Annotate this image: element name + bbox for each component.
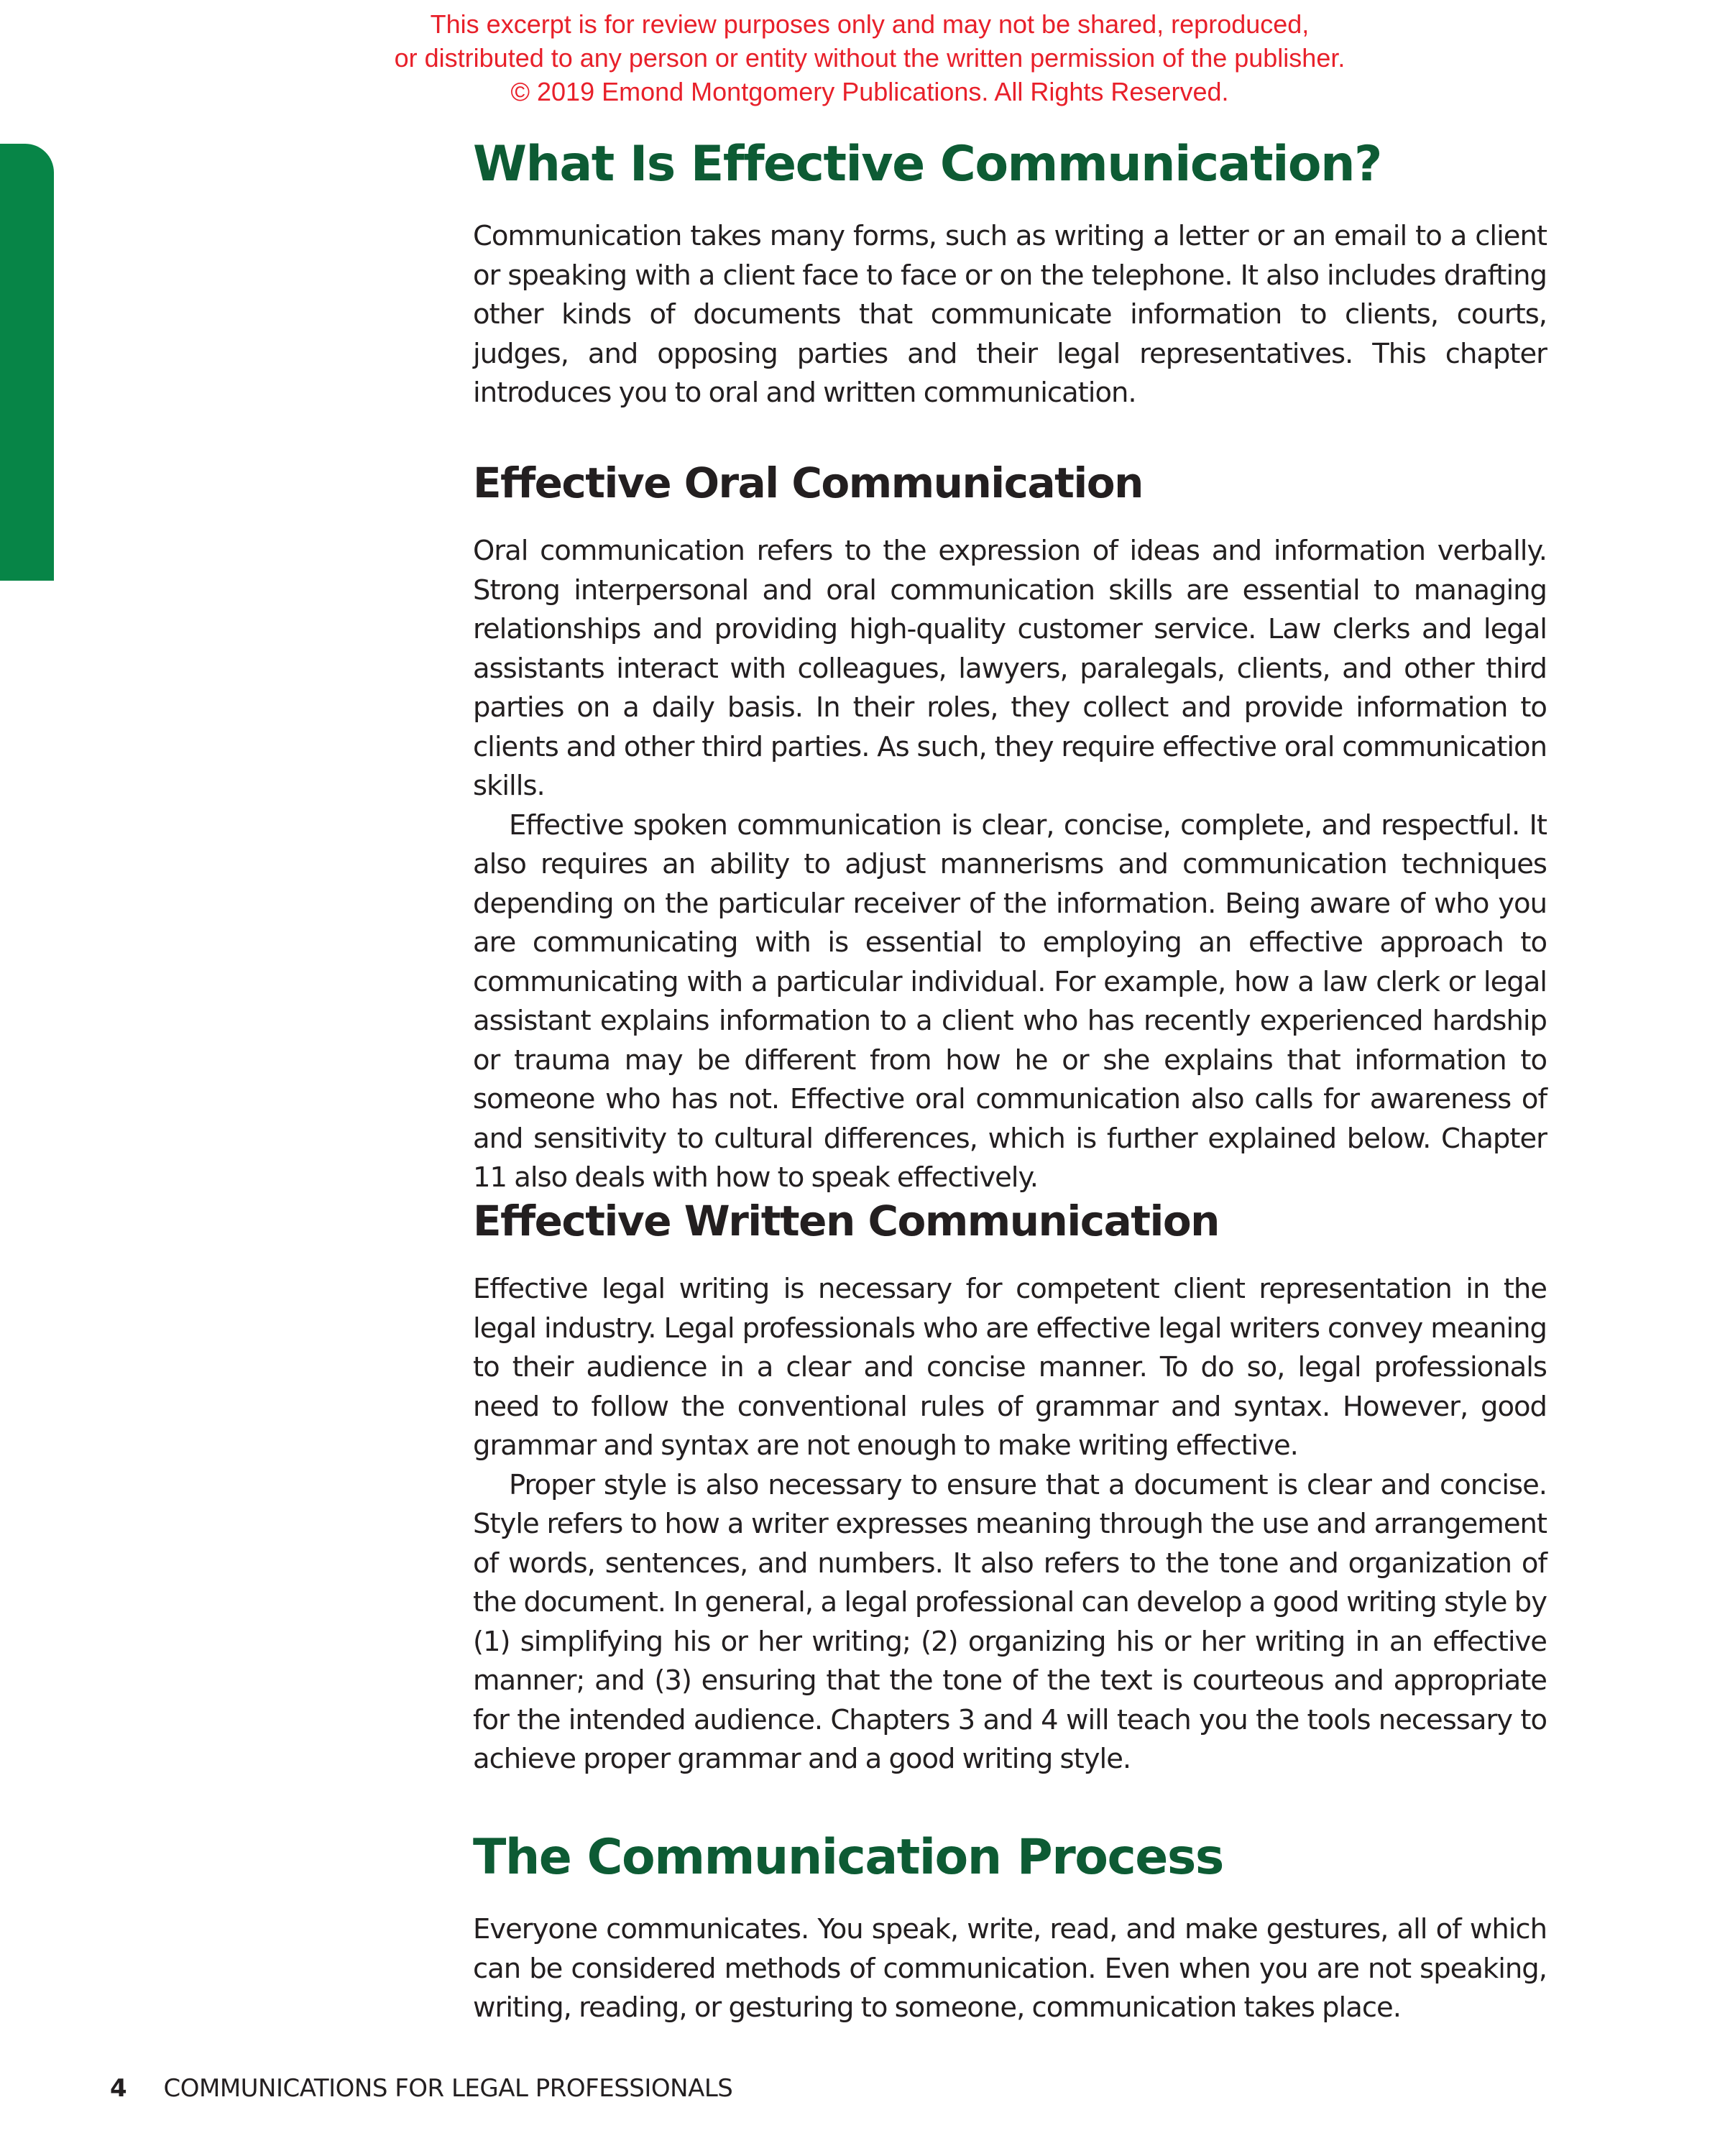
- section-effective-oral-communication: [473, 459, 1547, 509]
- running-head: COMMUNICATIONS FOR LEGAL PROFESSIONALS: [163, 2074, 733, 2103]
- section-body: [473, 1270, 1547, 1779]
- section-heading: The Communication Process: [473, 1829, 1223, 1886]
- page-footer: [110, 2074, 732, 2103]
- section-what-is-effective-communication: [473, 135, 1547, 194]
- section-effective-written-communication: [473, 1197, 1547, 1247]
- chapter-tab-marker: [0, 144, 54, 581]
- section-the-communication-process: [473, 1828, 1547, 1887]
- page-number: 4: [110, 2074, 127, 2103]
- review-notice-line-1: This excerpt is for review purposes only and may not be shared, reproduced,: [430, 9, 1310, 39]
- body-paragraph: Proper style is also necessary to ensure that a document is clear and concise. Style refers to how a writer expresses meaning through the use and arrangement of words, sentences, and numbers. It also refers to the tone and organization of the document. In general, a legal professional can develop a good writing style by (1) simplifying his or her writing; (2) organizing his or her writing in an effective manner; and (3) ensuring that the tone of the text is courteous and appropriate for the intended audience. Chapters 3 and 4 will teach you the tools necessary to achieve proper grammar and a good writing style.: [473, 1468, 1547, 1775]
- body-paragraph: Effective legal writing is necessary for competent client representation in the legal industry. Legal professionals who are effective legal writers convey meaning to their audience in a clear and concise manner. To do so, legal professionals need to follow the conventional rules of grammar and syntax. However, good grammar and syntax are not enough to make writing effective.: [473, 1273, 1547, 1462]
- section-body: [473, 532, 1547, 1198]
- body-paragraph: Everyone communicates. You speak, write, read, and make gestures, all of which can be considered methods of communication. Even when you are not speaking, writing, reading, or gesturing to someone, communication takes place.: [473, 1913, 1547, 2024]
- section-heading: What Is Effective Communication?: [473, 136, 1381, 193]
- review-notice: [0, 7, 1725, 109]
- subsection-heading: Effective Written Communication: [473, 1197, 1219, 1245]
- body-paragraph: Effective spoken communication is clear, concise, complete, and respectful. It also requires an ability to adjust mannerisms and communication techniques depending on the particular receiver of the information. Being aware of who you are communicating with is essential to employing an effective approach to communicating with a particular individual. For example, how a law clerk or legal assistant explains information to a client who has recently experienced hardship or trauma may be different from how he or she explains that information to someone who has not. Effective oral communication also calls for awareness of and sensitivity to cultural differences, which is further explained below. Chapter 11 also deals with how to speak effectively.: [473, 808, 1547, 1194]
- section-body: [473, 217, 1547, 413]
- review-notice-line-3: © 2019 Emond Montgomery Publications. All Rights Reserved.: [510, 77, 1229, 106]
- body-paragraph: Communication takes many forms, such as writing a letter or an email to a client or speaking with a client face to face or on the telephone. It also includes drafting other kinds of documents that communicate information to clients, courts, judges, and opposing parties and their legal representatives. This chapter introduces you to oral and written communication.: [473, 220, 1547, 409]
- body-paragraph: Oral communication refers to the expression of ideas and information verbally. Strong interpersonal and oral communication skills are essential to managing relationships and providing high-quality customer service. Law clerks and legal assistants interact with colleagues, lawyers, paralegals, clients, and other third parties on a daily basis. In their roles, they collect and provide information to clients and other third parties. As such, they require effective oral communication skills.: [473, 535, 1547, 802]
- subsection-heading: Effective Oral Communication: [473, 459, 1143, 507]
- review-notice-line-2: or distributed to any person or entity without the written permission of the publisher.: [394, 43, 1346, 73]
- section-body: [473, 1910, 1547, 2028]
